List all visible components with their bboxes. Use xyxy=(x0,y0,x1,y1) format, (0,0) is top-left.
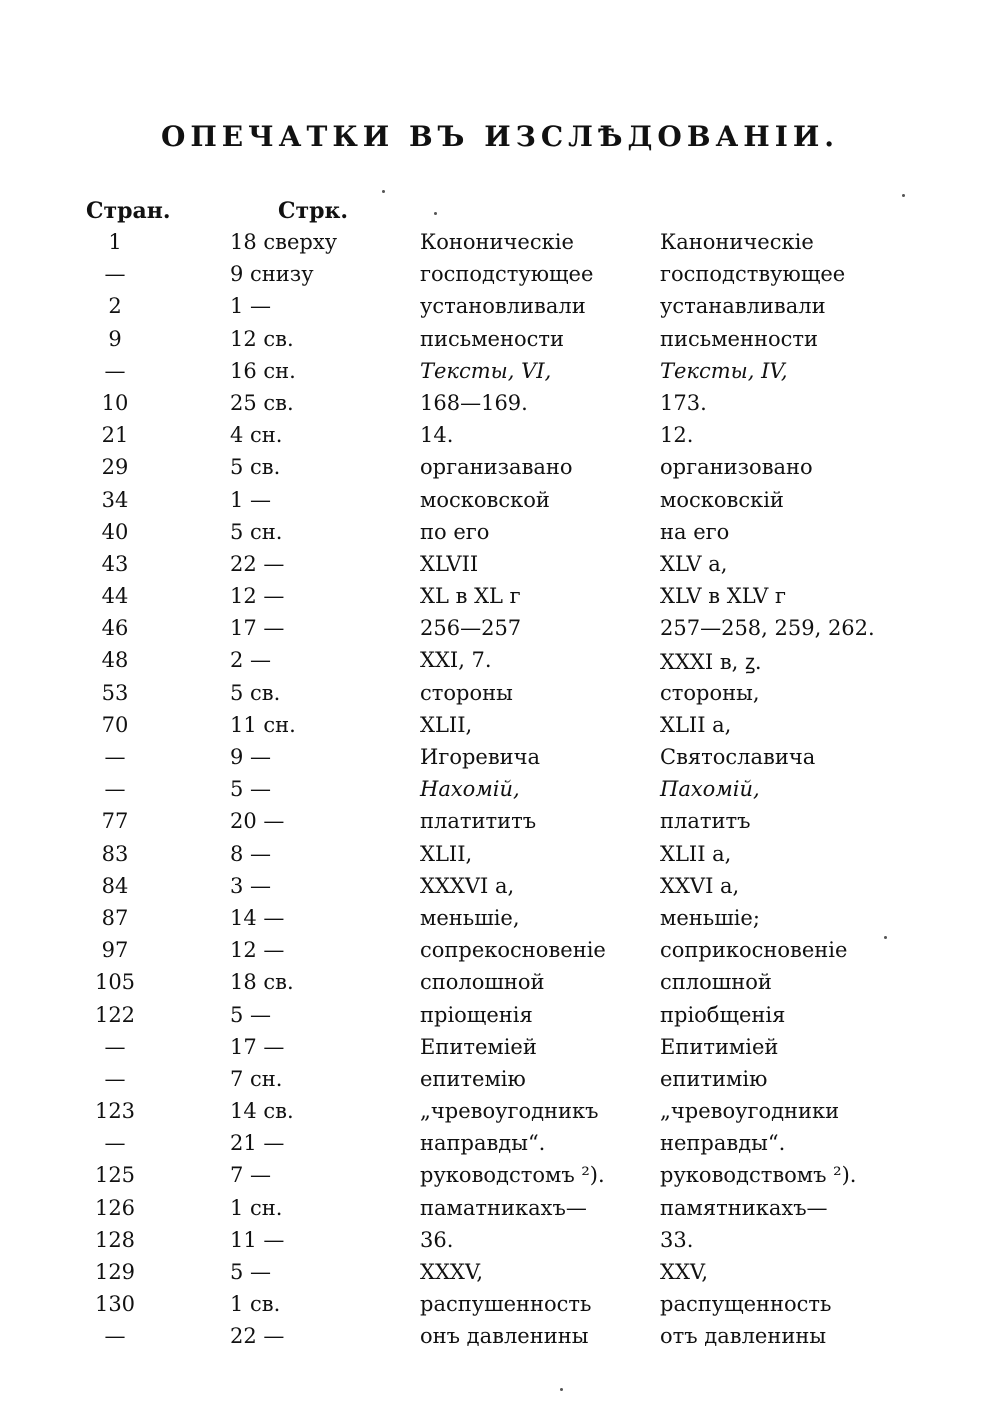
line-number-cell: 11 сн. xyxy=(230,712,296,737)
correction-cell: московскiй xyxy=(660,487,784,512)
line-number-cell: 1 — xyxy=(230,294,272,319)
misprint-cell: 168—169. xyxy=(420,390,528,415)
errata-row xyxy=(0,1290,1000,1322)
misprint-cell: меньшiе, xyxy=(420,905,520,930)
correction-cell: 257—258, 259, 262. xyxy=(660,616,875,641)
page-column-header: Стран. xyxy=(86,198,171,224)
errata-row xyxy=(0,807,1000,839)
page-number-cell: — xyxy=(104,1066,126,1091)
page-number-cell: 129 xyxy=(94,1260,136,1284)
errata-row xyxy=(0,614,1000,646)
errata-row xyxy=(0,421,1000,453)
scan-speck xyxy=(434,212,437,215)
page-number-cell: 87 xyxy=(101,905,129,930)
scan-speck xyxy=(382,190,385,193)
errata-row xyxy=(0,518,1000,550)
line-number-cell: 5 св. xyxy=(230,455,281,480)
line-number-cell: 17 — xyxy=(230,1034,285,1059)
line-number-cell: 14 св. xyxy=(230,1099,294,1124)
misprint-cell: установливали xyxy=(420,294,586,319)
correction-cell: Святославича xyxy=(660,745,816,769)
correction-cell: памятникахъ— xyxy=(660,1195,828,1220)
correction-cell: 12. xyxy=(660,423,694,448)
misprint-cell: XL в XL г xyxy=(420,584,521,609)
misprint-cell: 14. xyxy=(420,423,454,448)
misprint-cell: по его xyxy=(420,519,490,544)
errata-row xyxy=(0,486,1000,518)
line-number-cell: 25 св. xyxy=(230,390,294,415)
correction-cell: XLV а, xyxy=(660,551,728,576)
page-number-cell: 44 xyxy=(101,584,129,609)
correction-cell: XLII а, xyxy=(660,841,732,866)
errata-row xyxy=(0,389,1000,421)
page-number-cell: — xyxy=(104,1131,126,1156)
misprint-cell: Нахомiй, xyxy=(420,777,520,802)
line-number-cell: 18 сверху xyxy=(230,230,338,254)
correction-cell: устанавливали xyxy=(660,294,826,319)
misprint-cell: господстующее xyxy=(420,262,594,287)
correction-cell: XLV в XLV г xyxy=(660,584,786,609)
errata-row xyxy=(0,1226,1000,1258)
page-number-cell: 10 xyxy=(101,390,129,415)
correction-cell: письменности xyxy=(660,326,818,351)
line-number-cell: 7 — xyxy=(230,1163,272,1188)
page-number-cell: 9 xyxy=(108,326,122,351)
page-number-cell: 34 xyxy=(101,487,129,512)
misprint-cell: Тексты, VI, xyxy=(420,358,552,383)
correction-cell: Епитимiей xyxy=(660,1034,779,1059)
correction-cell: епитимiю xyxy=(660,1066,768,1091)
line-column-header: Стрк. xyxy=(278,198,349,224)
errata-row xyxy=(0,840,1000,872)
errata-row xyxy=(0,453,1000,485)
misprint-cell: XXXV, xyxy=(420,1260,484,1284)
page-number-cell: — xyxy=(104,1324,126,1349)
errata-row xyxy=(0,743,1000,775)
misprint-cell: XLII, xyxy=(420,841,473,866)
errata-row xyxy=(0,260,1000,292)
errata-row xyxy=(0,357,1000,389)
line-number-cell: 5 — xyxy=(230,777,272,802)
misprint-cell: сопрекосновенiе xyxy=(420,938,606,963)
page-number-cell: 122 xyxy=(94,1002,136,1027)
line-number-cell: 22 — xyxy=(230,551,285,576)
line-number-cell: 1 сн. xyxy=(230,1195,283,1220)
correction-cell: XXV, xyxy=(660,1260,709,1284)
correction-cell: 173. xyxy=(660,390,707,415)
page-number-cell: — xyxy=(104,777,126,802)
line-number-cell: 5 — xyxy=(230,1002,272,1027)
errata-row xyxy=(0,1065,1000,1097)
scan-speck xyxy=(902,194,905,197)
line-number-cell: 12 — xyxy=(230,938,285,963)
errata-row xyxy=(0,711,1000,743)
errata-row xyxy=(0,1258,1000,1290)
page-number-cell: 128 xyxy=(94,1227,136,1252)
misprint-cell: Епитемiей xyxy=(420,1034,537,1059)
page-number-cell: 48 xyxy=(101,648,129,673)
line-number-cell: 16 сн. xyxy=(230,358,296,383)
correction-cell: распущенность xyxy=(660,1292,832,1317)
errata-row xyxy=(0,679,1000,711)
correction-cell: XXVI а, xyxy=(660,873,740,898)
correction-cell: прiобщенiя xyxy=(660,1002,786,1027)
page-number-cell: 123 xyxy=(94,1099,136,1124)
page-number-cell: 1 xyxy=(108,230,122,254)
misprint-cell: стороны xyxy=(420,680,513,705)
misprint-cell: Кононическiе xyxy=(420,230,574,254)
misprint-cell: 36. xyxy=(420,1227,454,1252)
errata-row xyxy=(0,325,1000,357)
errata-row xyxy=(0,1129,1000,1161)
line-number-cell: 9 снизу xyxy=(230,262,314,287)
correction-cell: отъ давленины xyxy=(660,1324,827,1349)
misprint-cell: платититъ xyxy=(420,809,537,834)
misprint-cell: руководстомъ ²). xyxy=(420,1163,605,1188)
line-number-cell: 7 сн. xyxy=(230,1066,283,1091)
misprint-cell: организавано xyxy=(420,455,573,480)
page-number-cell: 83 xyxy=(101,841,129,866)
misprint-cell: 256—257 xyxy=(420,616,522,641)
correction-cell: платитъ xyxy=(660,809,751,834)
page-number-cell: — xyxy=(104,1034,126,1059)
line-number-cell: 5 сн. xyxy=(230,519,283,544)
misprint-cell: XLII, xyxy=(420,712,473,737)
misprint-cell: XLVII xyxy=(420,551,479,576)
line-number-cell: 4 сн. xyxy=(230,423,283,448)
correction-cell: XLII а, xyxy=(660,712,732,737)
page-number-cell: 46 xyxy=(101,616,129,641)
errata-row xyxy=(0,1033,1000,1065)
page-number-cell: 29 xyxy=(101,455,129,480)
misprint-cell: епитемiю xyxy=(420,1066,526,1091)
page-number-cell: 97 xyxy=(101,938,129,963)
correction-cell: Каноническiе xyxy=(660,230,814,254)
page-number-cell: 84 xyxy=(101,873,129,898)
errata-row xyxy=(0,1161,1000,1193)
errata-table xyxy=(0,228,1000,1355)
correction-cell: организовано xyxy=(660,455,813,480)
page-number-cell: — xyxy=(104,262,126,287)
page-number-cell: 43 xyxy=(101,551,129,576)
page-number-cell: 70 xyxy=(101,712,129,737)
correction-cell: Пахомiй, xyxy=(660,777,760,802)
errata-row xyxy=(0,1194,1000,1226)
correction-cell: господствующее xyxy=(660,262,846,287)
misprint-cell: распушенность xyxy=(420,1292,592,1317)
misprint-cell: прiощенiя xyxy=(420,1002,533,1027)
line-number-cell: 12 св. xyxy=(230,326,294,351)
misprint-cell: „чревоугодникъ xyxy=(420,1099,599,1124)
errata-row xyxy=(0,1097,1000,1129)
scan-speck xyxy=(560,1388,563,1391)
errata-row xyxy=(0,550,1000,582)
errata-row xyxy=(0,936,1000,968)
errata-row xyxy=(0,582,1000,614)
line-number-cell: 2 — xyxy=(230,648,272,673)
misprint-cell: письмености xyxy=(420,326,564,351)
misprint-cell: XXI, 7. xyxy=(420,648,492,673)
errata-row xyxy=(0,775,1000,807)
line-number-cell: 3 — xyxy=(230,873,272,898)
misprint-cell: московской xyxy=(420,487,550,512)
line-number-cell: 20 — xyxy=(230,809,285,834)
page-number-cell: 77 xyxy=(101,809,129,834)
page-number-cell: 125 xyxy=(94,1163,136,1188)
errata-row xyxy=(0,872,1000,904)
misprint-cell: Игоревича xyxy=(420,745,541,769)
page-number-cell: — xyxy=(104,745,126,769)
misprint-cell: онъ давленины xyxy=(420,1324,589,1349)
correction-cell: меньшiе; xyxy=(660,905,760,930)
errata-row xyxy=(0,968,1000,1000)
table-header xyxy=(0,198,1000,228)
line-number-cell: 12 — xyxy=(230,584,285,609)
page-number-cell: 53 xyxy=(101,680,129,705)
correction-cell: „чревоугодники xyxy=(660,1099,840,1124)
page-number-cell: 2 xyxy=(108,294,122,319)
errata-row xyxy=(0,1322,1000,1354)
line-number-cell: 5 — xyxy=(230,1260,272,1284)
errata-row xyxy=(0,904,1000,936)
line-number-cell: 5 св. xyxy=(230,680,281,705)
page-title: ОПЕЧАТКИ ВЪ ИЗСЛѢДОВАНIИ. xyxy=(160,120,840,153)
line-number-cell: 21 — xyxy=(230,1131,285,1156)
line-number-cell: 14 — xyxy=(230,905,285,930)
errata-row xyxy=(0,292,1000,324)
correction-cell: XXXI в, ꙁ. xyxy=(660,650,762,675)
errata-row xyxy=(0,646,1000,678)
line-number-cell: 8 — xyxy=(230,841,272,866)
misprint-cell: сполошной xyxy=(420,970,545,995)
correction-cell: Тексты, IV, xyxy=(660,358,788,383)
correction-cell: сплошной xyxy=(660,970,772,995)
misprint-cell: паматникахъ— xyxy=(420,1195,587,1220)
line-number-cell: 9 — xyxy=(230,745,272,769)
page-number-cell: 105 xyxy=(94,970,136,995)
errata-row xyxy=(0,1001,1000,1033)
line-number-cell: 17 — xyxy=(230,616,285,641)
page-number-cell: 21 xyxy=(101,423,129,448)
correction-cell: руководствомъ ²). xyxy=(660,1163,857,1188)
correction-cell: 33. xyxy=(660,1227,694,1252)
correction-cell: соприкосновенiе xyxy=(660,938,848,963)
correction-cell: стороны, xyxy=(660,680,760,705)
misprint-cell: XXXVI а, xyxy=(420,873,515,898)
page-number-cell: 126 xyxy=(94,1195,136,1220)
page-number-cell: — xyxy=(104,358,126,383)
line-number-cell: 22 — xyxy=(230,1324,285,1349)
page-number-cell: 130 xyxy=(94,1292,136,1317)
scan-speck xyxy=(884,936,887,939)
line-number-cell: 1 — xyxy=(230,487,272,512)
misprint-cell: направды“. xyxy=(420,1131,546,1156)
errata-row xyxy=(0,228,1000,260)
correction-cell: неправды“. xyxy=(660,1131,786,1156)
line-number-cell: 11 — xyxy=(230,1227,285,1252)
line-number-cell: 1 св. xyxy=(230,1292,281,1317)
line-number-cell: 18 св. xyxy=(230,970,294,995)
page-number-cell: 40 xyxy=(101,519,129,544)
correction-cell: на его xyxy=(660,519,730,544)
